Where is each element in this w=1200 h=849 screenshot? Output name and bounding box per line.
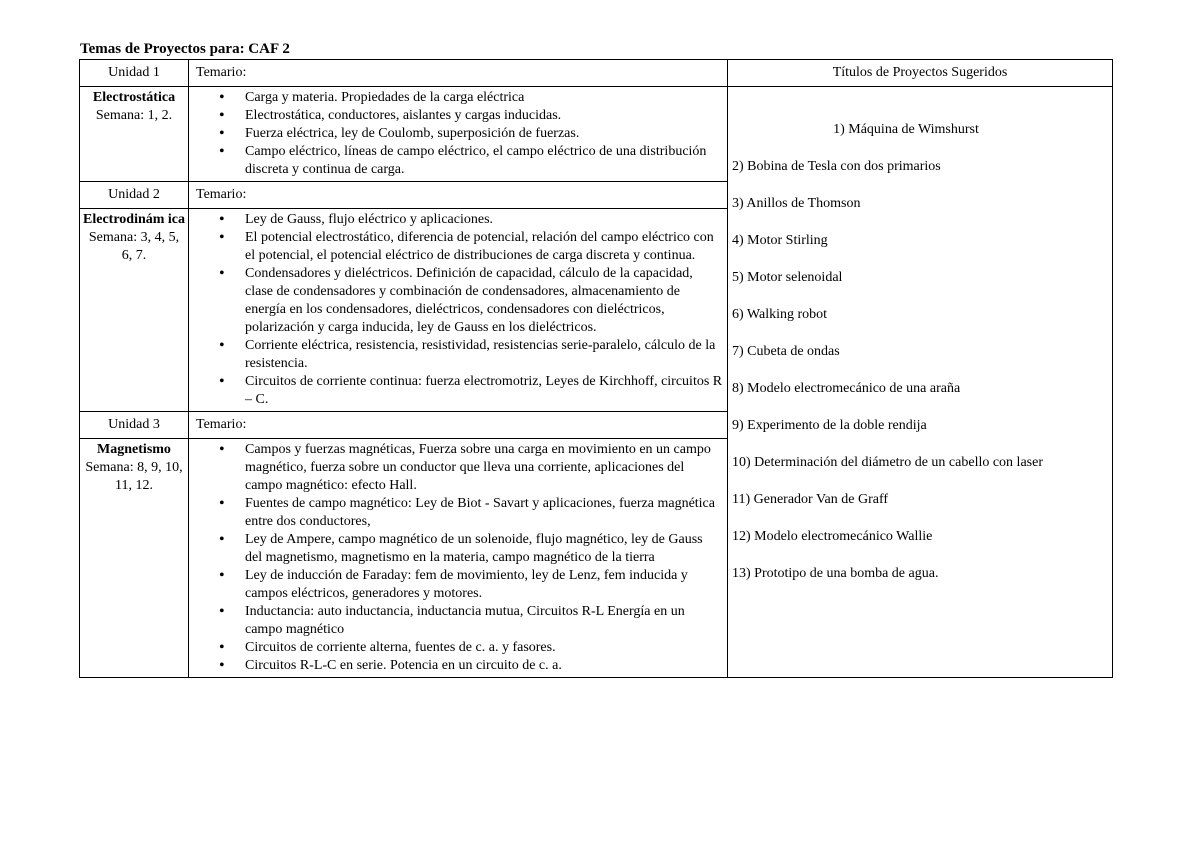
list-item: • Condensadores y dieléctricos. Definición de capacidad, cálculo de la capacidad, clase de condensadores y combinación de condensadores, almacenamiento de energía en los condensadores, dieléctricos, condensadores con dieléctricos, polarización y carga inducida, ley de Gauss en los dieléctricos. — [245, 265, 723, 337]
list-item: • Inductancia: auto inductancia, inductancia mutua, Circuitos R-L Energía en un campo magnético — [245, 603, 723, 639]
list-item: • Fuerza eléctrica, ley de Coulomb, superposición de fuerzas. — [245, 125, 723, 143]
project-item: 3) Anillos de Thomson — [732, 196, 861, 211]
list-item: • Corriente eléctrica, resistencia, resistividad, resistencias serie-paralelo, cálculo de la resistencia. — [245, 337, 723, 373]
unit-3-topic-list — [189, 441, 727, 675]
document-title: Temas de Proyectos para: CAF 2 — [80, 41, 290, 57]
unit-1-label: Unidad 1 — [80, 60, 189, 87]
unit-3-info — [80, 439, 189, 678]
unit-1-header-row — [80, 60, 1113, 87]
project-item: 5) Motor selenoidal — [732, 270, 843, 285]
unit-1-content-row — [80, 87, 1113, 182]
project-item: 12) Modelo electromecánico Wallie — [732, 529, 933, 544]
list-item: • El potencial electrostático, diferencia de potencial, relación del campo eléctrico con el potencial, el potencial eléctrico de distribuciones de carga discreta y continua. — [245, 229, 723, 265]
unit-3-temario-label: Temario: — [189, 412, 728, 439]
projects-table — [79, 59, 1113, 678]
unit-2-topics-cell — [189, 209, 728, 412]
project-item: 4) Motor Stirling — [732, 233, 828, 248]
unit-3-name: Magnetismo — [97, 442, 171, 457]
projects-column-header: Títulos de Proyectos Sugeridos — [728, 60, 1113, 87]
unit-1-info — [80, 87, 189, 182]
list-item: • Circuitos R-L-C en serie. Potencia en un circuito de c. a. — [245, 657, 723, 675]
project-item: 1) Máquina de Wimshurst — [833, 122, 979, 137]
list-item: • Electrostática, conductores, aislantes y cargas inducidas. — [245, 107, 723, 125]
project-item: 11) Generador Van de Graff — [732, 492, 889, 507]
project-item: 10) Determinación del diámetro de un cabello con laser — [732, 455, 1043, 470]
unit-3-weeks: Semana: 8, 9, 10, 11, 12. — [85, 460, 183, 493]
unit-1-topics-cell — [189, 87, 728, 182]
project-item: 2) Bobina de Tesla con dos primarios — [732, 159, 941, 174]
project-item: 9) Experimento de la doble rendija — [732, 418, 927, 433]
unit-2-topic-list — [189, 211, 727, 409]
unit-2-info — [80, 209, 189, 412]
project-item: 8) Modelo electromecánico de una araña — [732, 381, 961, 396]
project-item: 6) Walking robot — [732, 307, 828, 322]
unit-1-weeks: Semana: 1, 2. — [95, 108, 173, 123]
project-item: 7) Cubeta de ondas — [732, 344, 840, 359]
unit-3-label: Unidad 3 — [80, 412, 189, 439]
list-item: • Ley de inducción de Faraday: fem de movimiento, ley de Lenz, fem inducida y campos eléctricos, generadores y motores. — [245, 567, 723, 603]
unit-1-temario-label: Temario: — [189, 60, 728, 87]
projects-list-cell — [728, 87, 1113, 678]
list-item: • Carga y materia. Propiedades de la carga eléctrica — [245, 89, 723, 107]
unit-2-name: Electrodinám ica — [83, 212, 186, 227]
list-item: • Campos y fuerzas magnéticas, Fuerza sobre una carga en movimiento en un campo magnético, fuerza sobre un conductor que lleva una corriente, aplicaciones del campo magnético: efecto Hall. — [245, 441, 723, 495]
list-item: • Ley de Ampere, campo magnético de un solenoide, flujo magnético, ley de Gauss del magnetismo, magnetismo en la materia, campo magnético de la tierra — [245, 531, 723, 567]
unit-2-temario-label: Temario: — [189, 182, 728, 209]
list-item: • Circuitos de corriente continua: fuerza electromotriz, Leyes de Kirchhoff, circuitos R – C. — [245, 373, 723, 409]
list-item: • Campo eléctrico, líneas de campo eléctrico, el campo eléctrico de una distribución discreta y continua de carga. — [245, 143, 723, 179]
unit-1-topic-list — [189, 89, 727, 179]
list-item: • Ley de Gauss, flujo eléctrico y aplicaciones. — [245, 211, 723, 229]
unit-2-label: Unidad 2 — [80, 182, 189, 209]
project-item: 13) Prototipo de una bomba de agua. — [732, 566, 939, 581]
unit-2-weeks: Semana: 3, 4, 5, 6, 7. — [88, 230, 180, 263]
list-item: • Circuitos de corriente alterna, fuentes de c. a. y fasores. — [245, 639, 723, 657]
unit-3-topics-cell — [189, 439, 728, 678]
list-item: • Fuentes de campo magnético: Ley de Biot - Savart y aplicaciones, fuerza magnética entre dos conductores, — [245, 495, 723, 531]
unit-1-name: Electrostática — [92, 90, 176, 105]
